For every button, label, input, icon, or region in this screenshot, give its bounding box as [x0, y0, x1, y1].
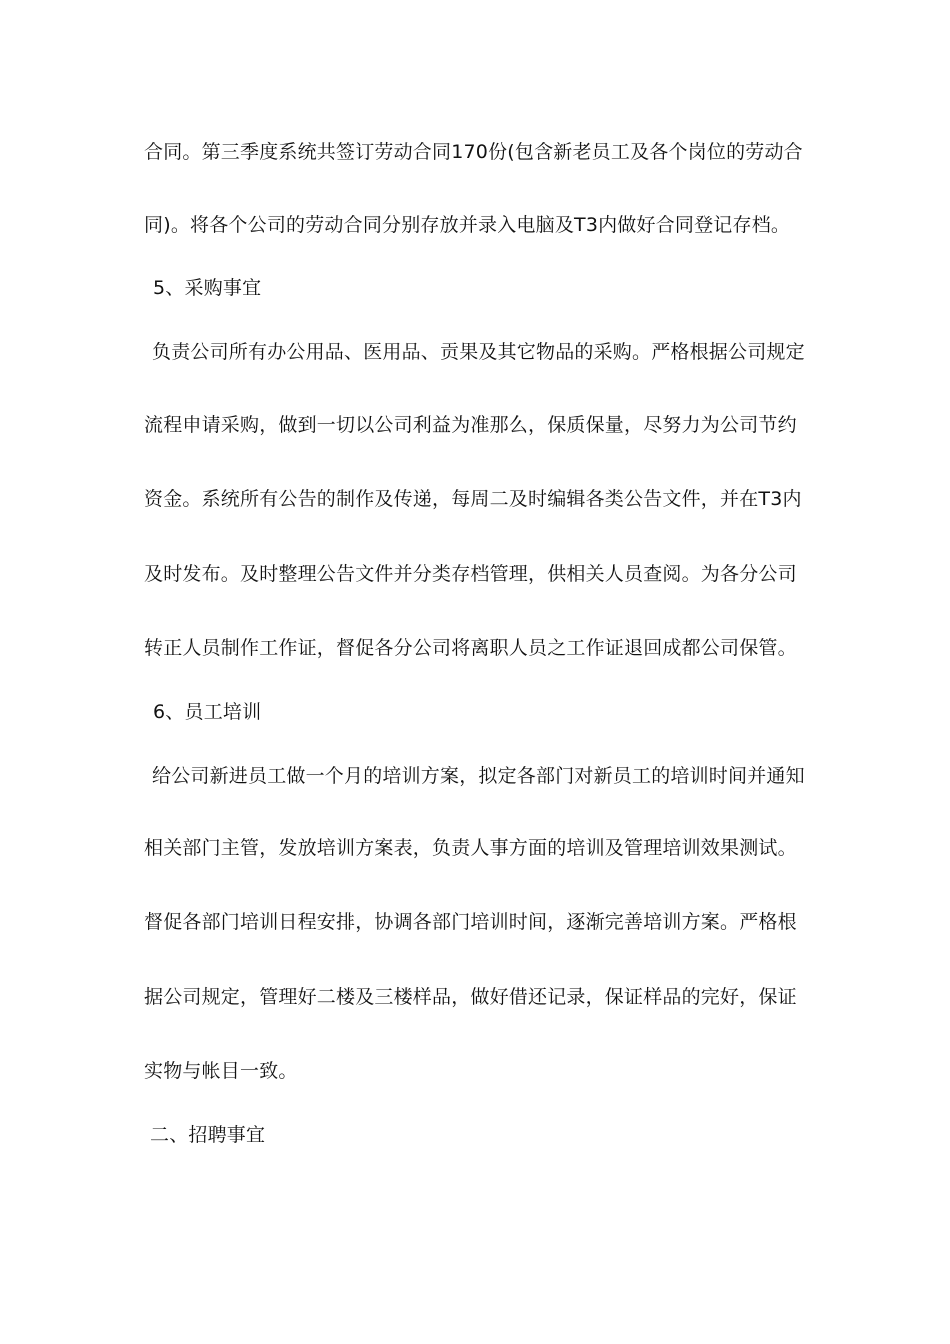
paragraph-line: 据公司规定，管理好二楼及三楼样品，做好借还记录，保证样品的完好，保证	[144, 986, 797, 1008]
paragraph-line: 负责公司所有办公用品、医用品、贡果及其它物品的采购。严格根据公司规定	[152, 341, 805, 363]
paragraph-line: 转正人员制作工作证，督促各分公司将离职人员之工作证退回成都公司保管。	[144, 637, 797, 659]
paragraph-line: 督促各部门培训日程安排，协调各部门培训时间，逐渐完善培训方案。严格根	[144, 911, 797, 933]
section-heading-purchasing: 5、采购事宜	[153, 277, 262, 299]
paragraph-line: 资金。系统所有公告的制作及传递，每周二及时编辑各类公告文件，并在T3内	[144, 488, 802, 510]
paragraph-line: 及时发布。及时整理公告文件并分类存档管理，供相关人员查阅。为各分公司	[144, 563, 797, 585]
section-heading-recruitment: 二、招聘事宜	[150, 1124, 266, 1146]
paragraph-line: 实物与帐目一致。	[144, 1060, 298, 1082]
paragraph-line: 流程申请采购，做到一切以公司利益为准那么，保质保量，尽努力为公司节约	[144, 414, 797, 436]
paragraph-line: 同)。将各个公司的劳动合同分别存放并录入电脑及T3内做好合同登记存档。	[144, 214, 791, 236]
section-heading-training: 6、员工培训	[153, 701, 262, 723]
paragraph-line: 合同。第三季度系统共签订劳动合同170份(包含新老员工及各个岗位的劳动合	[144, 141, 803, 163]
paragraph-line: 相关部门主管，发放培训方案表，负责人事方面的培训及管理培训效果测试。	[144, 837, 797, 859]
paragraph-line: 给公司新进员工做一个月的培训方案，拟定各部门对新员工的培训时间并通知	[152, 765, 805, 787]
